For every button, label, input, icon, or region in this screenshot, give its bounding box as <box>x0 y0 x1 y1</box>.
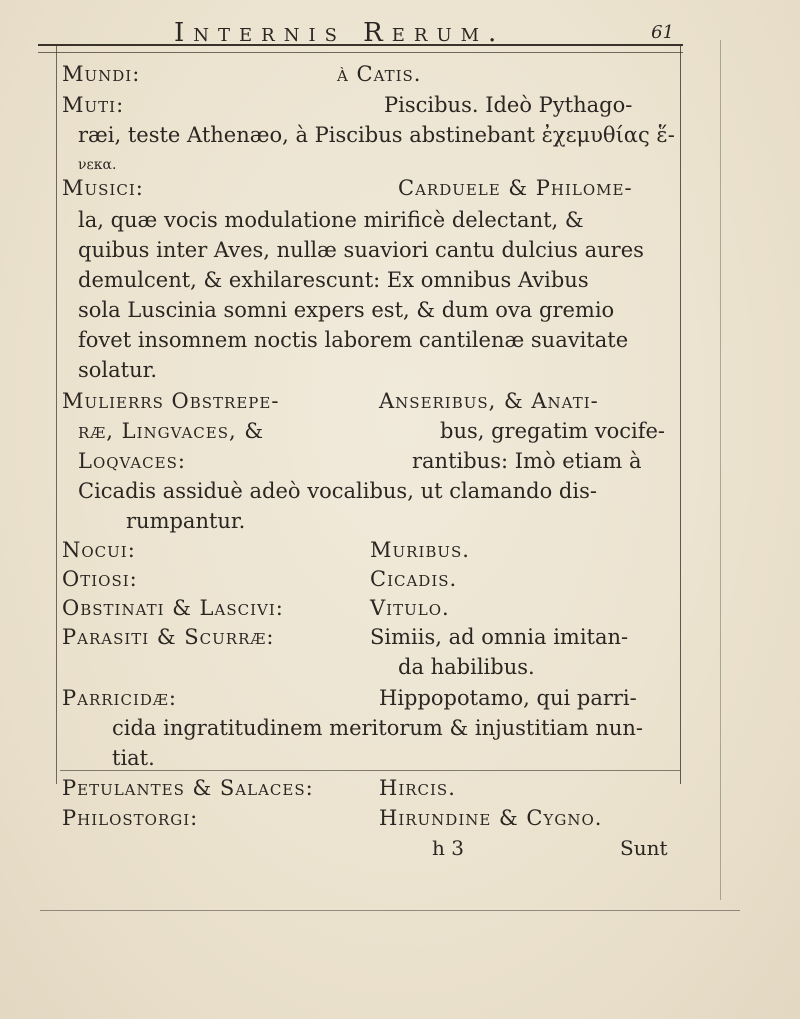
entry-text-musici-4: sola Luscinia somni expers est, & dum ova gremio <box>78 298 615 322</box>
entry-value-nocui: Muribus. <box>370 538 470 562</box>
entry-label-philostorgi: Philostorgi: <box>62 806 199 830</box>
bottom-rule <box>60 770 680 771</box>
page-header <box>60 18 680 48</box>
entry-text-parricidae-1: cida ingratitudinem meritorum & injustitiam nun- <box>112 716 644 740</box>
catchword: Sunt <box>620 836 668 860</box>
entry-label-mulieres-2: ræ, Lingvaces, & <box>78 419 265 443</box>
entry-text-musici-3: demulcent, & exhilarescunt: Ex omnibus Avibus <box>78 268 589 292</box>
signature-mark: h 3 <box>432 836 464 860</box>
entry-text-parricidae-2: tiat. <box>112 746 155 770</box>
entry-value-parasiti-1: Simiis, ad omnia imitan- <box>370 625 629 649</box>
entry-label-otiosi: Otiosi: <box>62 567 138 591</box>
entry-label-obstinati: Obstinati & Lascivi: <box>62 596 284 620</box>
entry-label-nocui: Nocui: <box>62 538 136 562</box>
entry-value-petulantes: Hircis. <box>379 776 456 800</box>
entry-label-mulieres-3: Loqvaces: <box>78 449 186 473</box>
page-edge-bottom <box>40 910 740 911</box>
entry-value-mulieres-1: Anseribus, & Anati- <box>379 389 599 413</box>
entry-value-mulieres-2: bus, gregatim vocife- <box>440 419 665 443</box>
entry-label-mulieres-1: Mulierrs Obstrepe- <box>62 389 280 413</box>
entry-label-petulantes: Petulantes & Salaces: <box>62 776 314 800</box>
entry-text-musici-5: fovet insomnem noctis laborem cantilenæ suavitate <box>78 328 629 352</box>
entry-text-muti-1: ræi, teste Athenæo, à Piscibus abstinebant ἐχεμυθίας ἕ- <box>78 123 675 147</box>
running-title: Internis Rerum. <box>174 18 506 48</box>
entry-value-obstinati: Vitulo. <box>370 596 450 620</box>
entry-value-parasiti-2: da habilibus. <box>398 655 535 679</box>
right-margin-rule <box>680 44 681 784</box>
entry-label-mundi: Mundi: <box>62 62 141 86</box>
entry-text-musici-6: solatur. <box>78 358 158 382</box>
entry-text-muti-2: νεκα. <box>78 157 117 173</box>
entry-value-philostorgi: Hirundine & Cygno. <box>379 806 603 830</box>
left-margin-rule <box>56 44 57 784</box>
entry-value-parricidae: Hippopotamo, qui parri- <box>379 686 637 710</box>
page-number: 61 <box>651 22 674 43</box>
entry-label-muti: Muti: <box>62 93 125 117</box>
entry-text-musici-1: la, quæ vocis modulatione mirificè delectant, & <box>78 208 584 232</box>
entry-label-parasiti: Parasiti & Scurræ: <box>62 625 275 649</box>
entry-value-mundi: à Catis. <box>337 62 422 86</box>
entry-text-mulieres-2: rumpantur. <box>126 509 246 533</box>
entry-label-parricidae: Parricidæ: <box>62 686 177 710</box>
entry-value-musici: Carduele & Philome- <box>398 176 633 200</box>
entry-value-mulieres-3: rantibus: Imò etiam à <box>412 449 642 473</box>
top-rule-secondary <box>38 52 683 53</box>
entry-label-musici: Musici: <box>62 176 144 200</box>
entry-value-muti: Piscibus. Ideò Pythago- <box>384 93 633 117</box>
entry-text-musici-2: quibus inter Aves, nullæ suaviori cantu dulcius aures <box>78 238 644 262</box>
entry-text-mulieres-1: Cicadis assiduè adeò vocalibus, ut clamando dis- <box>78 479 597 503</box>
entry-value-otiosi: Cicadis. <box>370 567 458 591</box>
page-edge-right <box>720 40 721 900</box>
